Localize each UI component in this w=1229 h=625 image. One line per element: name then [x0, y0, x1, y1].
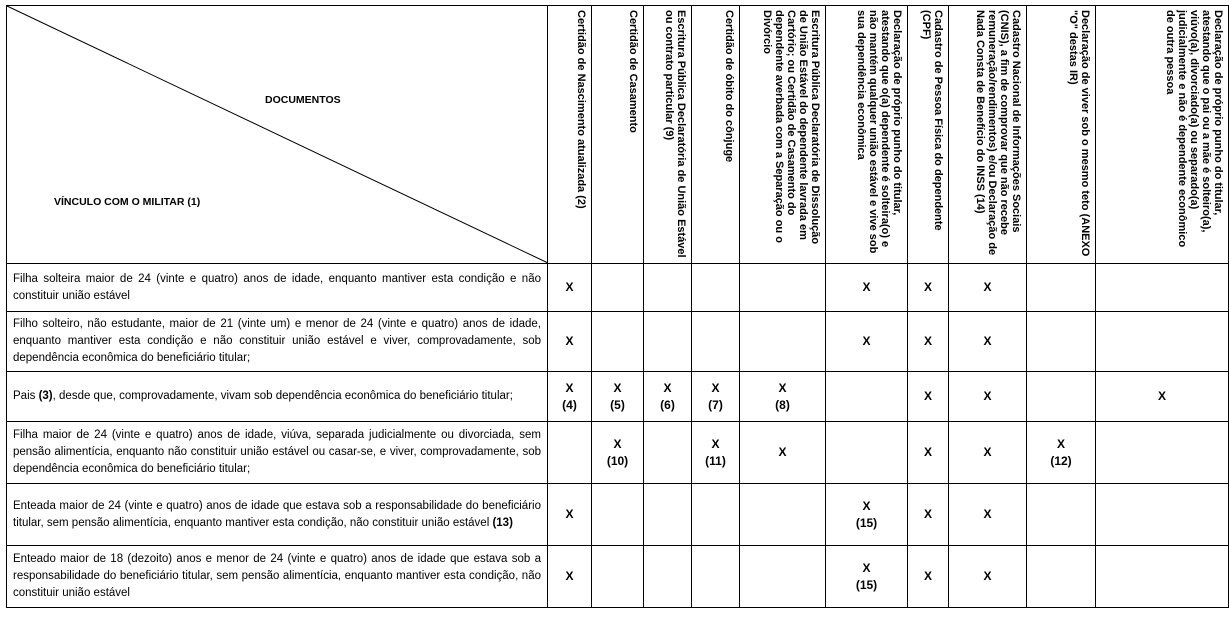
table-row: [7, 264, 1229, 312]
required-mark: X: [983, 280, 992, 294]
requirement-cell: [908, 372, 949, 422]
requirement-cell: [740, 372, 826, 422]
requirement-cell: [644, 422, 692, 484]
requirement-cell: [1096, 422, 1229, 484]
required-mark: X: [923, 507, 932, 521]
required-mark: X: [565, 334, 574, 348]
footnote-ref: (15): [855, 515, 878, 530]
footnote-ref: (7): [708, 397, 723, 412]
requirement-cell: [826, 264, 908, 312]
required-mark: X: [862, 498, 871, 513]
row-label: [7, 372, 548, 422]
table-body: [7, 264, 1229, 608]
requirement-cell: [548, 546, 592, 608]
column-header-5: Escritura Pública Declaratória de Dissolução de União Estável do dependente lavrada em Cartório; ou Certidão de Casamento do dependente averbada com a Separação ou o Divórcio: [740, 6, 826, 264]
requirement-cell: [908, 264, 949, 312]
requirement-cell: [949, 422, 1027, 484]
requirement-cell: [548, 422, 592, 484]
required-mark: X: [778, 380, 787, 395]
row-label: [7, 484, 548, 546]
requirement-cell: [692, 484, 740, 546]
requirement-cell: [592, 484, 644, 546]
required-mark: X: [983, 389, 992, 403]
requirement-cell: [548, 484, 592, 546]
requirement-cell: [1096, 372, 1229, 422]
row-label-text-cont: , desde que, comprovadamente, vivam sob dependência econômica do beneficiário titular;: [52, 390, 513, 402]
requirement-cell: [692, 546, 740, 608]
requirement-cell: [826, 546, 908, 608]
column-header-9: Declaração de viver sob o mesmo teto (ANEXO "O" destas IR): [1027, 6, 1096, 264]
required-mark: X: [711, 380, 720, 395]
documents-heading: DOCUMENTOS: [265, 94, 341, 106]
table-row: [7, 484, 1229, 546]
requirement-cell: [692, 312, 740, 372]
requirement-cell: [592, 422, 644, 484]
requirement-cell: [548, 372, 592, 422]
required-mark: X: [778, 445, 787, 459]
required-mark: X: [565, 280, 574, 294]
required-mark: X: [613, 380, 622, 395]
requirement-cell: [949, 484, 1027, 546]
table-row: [7, 372, 1229, 422]
row-label-note: (3): [38, 390, 53, 402]
row-label: [7, 546, 548, 608]
corner-header-cell: [7, 6, 548, 264]
required-mark: X: [1157, 389, 1166, 403]
footnote-ref: (8): [775, 397, 790, 412]
documents-table: [6, 5, 1229, 608]
required-mark: X: [565, 380, 574, 395]
required-mark: X: [862, 334, 871, 348]
footnote-ref: (6): [660, 397, 675, 412]
requirement-cell: [1027, 546, 1096, 608]
requirement-cell: [949, 372, 1027, 422]
required-mark: X: [1056, 436, 1065, 451]
requirement-cell: [740, 264, 826, 312]
row-label-text: Enteado maior de 18 (dezoito) anos e menor de 24 (vinte e quatro) anos de idade que estava sob a responsabilidade do beneficiário titular, sem pensão alimentícia, enquanto mantiver esta condição, não constituir união estável: [13, 553, 541, 599]
requirement-cell: [949, 264, 1027, 312]
required-mark: X: [862, 560, 871, 575]
requirement-cell: [1096, 264, 1229, 312]
row-label: [7, 264, 548, 312]
column-header-3: Escritura Pública Declaratória de União Estável ou contrato particular (9): [644, 6, 692, 264]
row-label: [7, 312, 548, 372]
required-mark: X: [983, 569, 992, 583]
requirement-cell: [592, 312, 644, 372]
requirement-cell: [1027, 372, 1096, 422]
requirement-cell: [548, 264, 592, 312]
requirement-cell: [592, 372, 644, 422]
table-row: [7, 422, 1229, 484]
row-label-text: Filha solteira maior de 24 (vinte e quatro) anos de idade, enquanto mantiver esta condição e não constituir união estável: [13, 272, 541, 302]
footnote-ref: (5): [610, 397, 625, 412]
required-mark: X: [983, 445, 992, 459]
row-label-text: Enteada maior de 24 (vinte e quatro) anos de idade que estava sob a responsabilidade do beneficiário titular, sem pensão alimentícia, enquanto mantiver esta condição, não constituir união estável: [13, 499, 541, 529]
requirement-cell: [908, 546, 949, 608]
requirement-cell: [692, 422, 740, 484]
required-mark: X: [923, 334, 932, 348]
vinculo-heading: VÍNCULO COM O MILITAR (1): [54, 196, 201, 208]
requirement-cell: [740, 546, 826, 608]
requirement-cell: [740, 422, 826, 484]
requirement-cell: [548, 312, 592, 372]
requirement-cell: [826, 312, 908, 372]
requirement-cell: [949, 546, 1027, 608]
requirement-cell: [692, 264, 740, 312]
header-row: [7, 6, 1229, 264]
requirement-cell: [692, 372, 740, 422]
requirement-cell: [1027, 422, 1096, 484]
requirement-cell: [1096, 546, 1229, 608]
requirement-cell: [1027, 312, 1096, 372]
requirement-cell: [644, 264, 692, 312]
requirement-cell: [908, 422, 949, 484]
requirement-cell: [644, 372, 692, 422]
requirement-cell: [826, 422, 908, 484]
requirement-cell: [1027, 484, 1096, 546]
required-mark: X: [663, 380, 672, 395]
row-label-text: Filha maior de 24 (vinte e quatro) anos de idade, viúva, separada judicialmente ou divorciada, sem pensão alimentícia, enquanto não constituir união estável ou casar-se, e viver, comprovadamente, sob dependência econômica do beneficiário titular;: [13, 429, 541, 475]
requirement-cell: [592, 546, 644, 608]
column-header-8: Cadastro Nacional de Informações Sociais (CNIS), a fim de comprovar que não recebe remuneração/rendimentos) e/ou Declaração de Nada Consta de Benefício do INSS (14): [949, 6, 1027, 264]
requirement-cell: [1027, 264, 1096, 312]
column-header-10: Declaração de próprio punho do titular, atestando que o pai ou a mãe é solteiro(a), viúvo(a), divorciado(a) ou separado(a) judicialmente e não é dependente econômico de outra pessoa: [1096, 6, 1229, 264]
required-mark: X: [923, 280, 932, 294]
row-label-note: (13): [492, 516, 513, 529]
required-mark: X: [923, 445, 932, 459]
requirement-cell: [740, 312, 826, 372]
table-row: [7, 546, 1229, 608]
required-mark: X: [565, 569, 574, 583]
column-header-2: Certidão de Casamento: [592, 6, 644, 264]
requirement-cell: [949, 312, 1027, 372]
diagonal-divider: [7, 6, 548, 263]
required-mark: X: [711, 436, 720, 451]
requirement-cell: [826, 372, 908, 422]
requirement-cell: [644, 546, 692, 608]
requirement-cell: [908, 484, 949, 546]
footnote-ref: (12): [1050, 453, 1072, 468]
column-header-1: Certidão de Nascimento atualizada (2): [548, 6, 592, 264]
requirement-cell: [1096, 312, 1229, 372]
requirement-cell: [644, 484, 692, 546]
footnote-ref: (4): [562, 397, 577, 412]
column-header-6: Declaração de próprio punho do titular, atestando que o(a) dependente é solteira(o) e não mantém qualquer união estável e vive sob sua dependência econômica: [826, 6, 908, 264]
requirement-cell: [592, 264, 644, 312]
requirement-cell: [908, 312, 949, 372]
footnote-ref: (15): [855, 577, 878, 592]
footnote-ref: (11): [705, 453, 726, 468]
required-mark: X: [862, 280, 871, 294]
row-label: [7, 422, 548, 484]
required-mark: X: [613, 436, 622, 451]
required-mark: X: [983, 507, 992, 521]
table-row: [7, 312, 1229, 372]
column-header-4: Certidão de óbito do cônjuge: [692, 6, 740, 264]
required-mark: X: [923, 569, 932, 583]
required-mark: X: [565, 507, 574, 521]
requirement-cell: [644, 312, 692, 372]
footnote-ref: (10): [606, 453, 629, 468]
requirement-cell: [826, 484, 908, 546]
required-mark: X: [983, 334, 992, 348]
requirement-cell: [740, 484, 826, 546]
row-label-text: Filho solteiro, não estudante, maior de 21 (vinte um) e menor de 24 (vinte e quatro) anos de idade, enquanto mantiver esta condição e não constituir união estável e viver, comprovadamente, sob dependência econômica do beneficiário titular;: [13, 318, 541, 364]
requirement-cell: [1096, 484, 1229, 546]
column-header-7: Cadastro de Pessoa Física do dependente (CPF): [908, 6, 949, 264]
row-label-text: Pais: [13, 390, 39, 402]
required-mark: X: [923, 389, 932, 403]
